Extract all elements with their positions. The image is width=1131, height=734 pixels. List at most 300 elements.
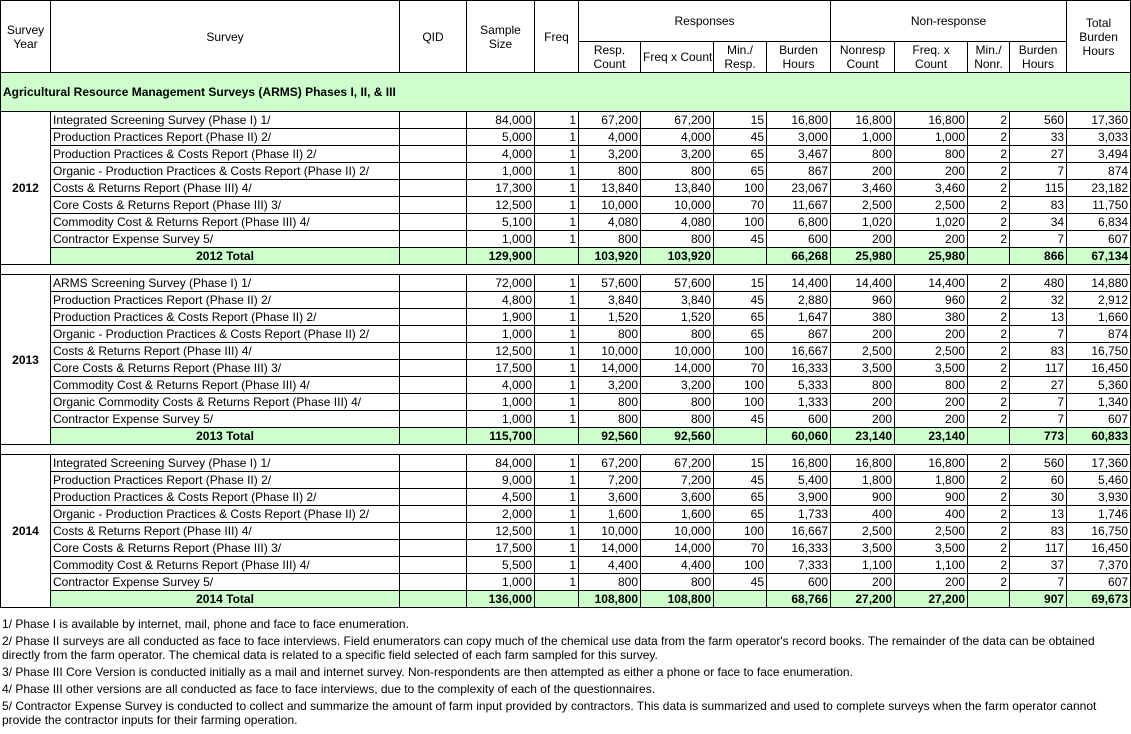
total-nonresp-count: 23,140 xyxy=(831,428,895,445)
table-cell: 45 xyxy=(714,231,767,248)
table-cell: 34 xyxy=(1010,214,1067,231)
table-cell xyxy=(400,377,467,394)
table-cell: 1 xyxy=(535,292,579,309)
footnote: 3/ Phase III Core Version is conducted initially as a mail and internet survey. Non-respondents are then attempted as either a phone or face to face enumeration. xyxy=(2,665,853,679)
table-cell: 27 xyxy=(1010,146,1067,163)
table-cell: 16,333 xyxy=(767,360,831,377)
table-cell: 60 xyxy=(1010,472,1067,489)
table-cell: 2,500 xyxy=(895,523,968,540)
table-cell: 5,400 xyxy=(767,472,831,489)
total-burden-hours: 60,060 xyxy=(767,428,831,445)
table-cell: 14,000 xyxy=(641,540,714,557)
table-cell: 12,500 xyxy=(467,197,535,214)
table-row xyxy=(1,146,1131,163)
table-cell: 7 xyxy=(1010,394,1067,411)
table-cell: 4,000 xyxy=(641,129,714,146)
total-blank-cell xyxy=(400,428,467,445)
table-cell xyxy=(400,472,467,489)
table-cell: 1 xyxy=(535,360,579,377)
table-cell: 2 xyxy=(968,472,1010,489)
group-spacer xyxy=(1,265,1131,275)
table-row xyxy=(1,489,1131,506)
table-cell: 65 xyxy=(714,506,767,523)
table-cell: 10,000 xyxy=(579,523,641,540)
table-cell: 67,200 xyxy=(579,455,641,472)
survey-name: Organic - Production Practices & Costs Report (Phase II) 2/ xyxy=(51,506,400,523)
table-row xyxy=(1,506,1131,523)
table-cell: 200 xyxy=(895,574,968,591)
survey-year: 2013 xyxy=(1,275,51,445)
table-cell: 1 xyxy=(535,523,579,540)
table-cell: 37 xyxy=(1010,557,1067,574)
table-cell: 65 xyxy=(714,163,767,180)
table-cell: 3,500 xyxy=(831,540,895,557)
total-burden: 69,673 xyxy=(1067,591,1131,608)
total-sample: 115,700 xyxy=(467,428,535,445)
table-cell: 800 xyxy=(641,163,714,180)
table-cell: 1,660 xyxy=(1067,309,1131,326)
table-row xyxy=(1,214,1131,231)
spacer-cell xyxy=(1,445,1131,455)
table-cell: 2,500 xyxy=(895,197,968,214)
table-cell xyxy=(400,557,467,574)
table-cell: 32 xyxy=(1010,292,1067,309)
table-cell: 67,200 xyxy=(641,112,714,129)
table-row xyxy=(1,394,1131,411)
table-cell: 200 xyxy=(831,394,895,411)
table-cell: 3,500 xyxy=(895,540,968,557)
table-cell: 2 xyxy=(968,275,1010,292)
table-cell xyxy=(400,180,467,197)
table-cell: 2 xyxy=(968,163,1010,180)
table-cell: 7 xyxy=(1010,411,1067,428)
table-cell xyxy=(400,163,467,180)
footnote: 5/ Contractor Expense Survey is conducted to collect and summarize the amount of farm input provided by contractors. This data is summarized and used to complete surveys when the farm operator cannot provide the contractor inputs for their farming operation. xyxy=(2,699,1097,727)
table-cell: 2,880 xyxy=(767,292,831,309)
table-cell: 1,900 xyxy=(467,309,535,326)
table-cell: 16,450 xyxy=(1067,540,1131,557)
total-freq-x-count-nr: 25,980 xyxy=(895,248,968,265)
table-cell: 200 xyxy=(895,394,968,411)
total-blank-cell xyxy=(714,591,767,608)
table-cell xyxy=(400,411,467,428)
table-cell: 2 xyxy=(968,292,1010,309)
table-row xyxy=(1,326,1131,343)
table-cell: 1,000 xyxy=(467,574,535,591)
table-cell: 1,746 xyxy=(1067,506,1131,523)
total-resp-count: 92,560 xyxy=(579,428,641,445)
header-nonresponse: Non-response xyxy=(831,1,1067,42)
table-cell: 3,200 xyxy=(579,146,641,163)
table-cell: 2 xyxy=(968,574,1010,591)
table-cell xyxy=(400,214,467,231)
table-cell: 1 xyxy=(535,343,579,360)
total-nonresp-count: 25,980 xyxy=(831,248,895,265)
survey-name: Production Practices & Costs Report (Phase II) 2/ xyxy=(51,489,400,506)
table-cell: 16,800 xyxy=(831,455,895,472)
table-cell: 4,000 xyxy=(579,129,641,146)
table-cell: 16,450 xyxy=(1067,360,1131,377)
table-cell: 16,800 xyxy=(831,112,895,129)
total-nonresp-count: 27,200 xyxy=(831,591,895,608)
table-cell: 4,000 xyxy=(467,146,535,163)
table-cell: 1,340 xyxy=(1067,394,1131,411)
table-cell: 84,000 xyxy=(467,455,535,472)
table-cell: 17,360 xyxy=(1067,112,1131,129)
table-cell: 867 xyxy=(767,326,831,343)
table-row xyxy=(1,292,1131,309)
table-cell: 1,000 xyxy=(831,129,895,146)
table-cell: 10,000 xyxy=(579,343,641,360)
table-cell: 3,200 xyxy=(641,377,714,394)
table-row xyxy=(1,129,1131,146)
survey-name: Core Costs & Returns Report (Phase III) 3/ xyxy=(51,197,400,214)
table-cell: 380 xyxy=(831,309,895,326)
table-cell: 17,500 xyxy=(467,360,535,377)
table-row xyxy=(1,540,1131,557)
table-cell: 100 xyxy=(714,180,767,197)
table-cell: 800 xyxy=(831,146,895,163)
table-cell: 16,800 xyxy=(767,112,831,129)
table-cell: 10,000 xyxy=(641,523,714,540)
table-cell: 900 xyxy=(895,489,968,506)
table-cell xyxy=(400,394,467,411)
table-cell: 1 xyxy=(535,472,579,489)
table-row xyxy=(1,112,1131,129)
header-responses: Responses xyxy=(579,1,831,42)
total-resp-count: 103,920 xyxy=(579,248,641,265)
table-cell: 3,500 xyxy=(895,360,968,377)
table-cell: 1 xyxy=(535,540,579,557)
survey-name: Commodity Cost & Returns Report (Phase III) 4/ xyxy=(51,377,400,394)
table-cell: 45 xyxy=(714,411,767,428)
table-cell: 1 xyxy=(535,394,579,411)
table-cell: 3,494 xyxy=(1067,146,1131,163)
table-cell: 16,333 xyxy=(767,540,831,557)
table-cell: 1,600 xyxy=(641,506,714,523)
table-cell: 1,800 xyxy=(895,472,968,489)
table-cell: 874 xyxy=(1067,326,1131,343)
table-cell: 607 xyxy=(1067,574,1131,591)
table-cell xyxy=(400,231,467,248)
table-cell: 83 xyxy=(1010,523,1067,540)
table-cell: 4,080 xyxy=(579,214,641,231)
table-cell: 1 xyxy=(535,326,579,343)
table-cell: 800 xyxy=(579,231,641,248)
table-cell: 65 xyxy=(714,326,767,343)
survey-year: 2014 xyxy=(1,455,51,608)
table-cell: 117 xyxy=(1010,360,1067,377)
table-cell: 1 xyxy=(535,557,579,574)
table-cell: 3,840 xyxy=(579,292,641,309)
table-cell: 1,000 xyxy=(467,326,535,343)
table-cell xyxy=(400,489,467,506)
table-cell: 84,000 xyxy=(467,112,535,129)
table-cell: 5,460 xyxy=(1067,472,1131,489)
table-row xyxy=(1,377,1131,394)
survey-name: Commodity Cost & Returns Report (Phase III) 4/ xyxy=(51,214,400,231)
table-cell: 1 xyxy=(535,146,579,163)
table-cell: 1,520 xyxy=(641,309,714,326)
table-cell: 2 xyxy=(968,197,1010,214)
table-cell: 14,400 xyxy=(831,275,895,292)
table-cell: 5,100 xyxy=(467,214,535,231)
table-cell: 4,500 xyxy=(467,489,535,506)
table-cell: 4,400 xyxy=(579,557,641,574)
table-row xyxy=(1,163,1131,180)
table-cell: 83 xyxy=(1010,343,1067,360)
total-blank-cell xyxy=(968,591,1010,608)
total-burden-hours: 66,268 xyxy=(767,248,831,265)
table-cell xyxy=(400,129,467,146)
section-band-title: Agricultural Resource Management Surveys (ARMS) Phases I, II, & III xyxy=(1,73,1131,112)
table-row xyxy=(1,411,1131,428)
survey-name: Costs & Returns Report (Phase III) 4/ xyxy=(51,180,400,197)
survey-name: Production Practices & Costs Report (Phase II) 2/ xyxy=(51,146,400,163)
total-burden: 67,134 xyxy=(1067,248,1131,265)
header-qid: QID xyxy=(400,1,467,73)
table-cell xyxy=(400,455,467,472)
table-cell: 1,520 xyxy=(579,309,641,326)
table-cell: 900 xyxy=(831,489,895,506)
survey-name: Production Practices Report (Phase II) 2/ xyxy=(51,292,400,309)
table-cell: 4,000 xyxy=(467,377,535,394)
table-cell: 115 xyxy=(1010,180,1067,197)
table-cell xyxy=(400,112,467,129)
table-cell: 607 xyxy=(1067,411,1131,428)
table-cell: 6,800 xyxy=(767,214,831,231)
table-cell: 117 xyxy=(1010,540,1067,557)
table-cell: 380 xyxy=(895,309,968,326)
table-cell: 70 xyxy=(714,360,767,377)
total-freq-x-count-nr: 27,200 xyxy=(895,591,968,608)
table-cell: 100 xyxy=(714,377,767,394)
table-cell: 200 xyxy=(831,231,895,248)
table-cell: 800 xyxy=(579,163,641,180)
table-row xyxy=(1,231,1131,248)
total-burden-hours-nr: 866 xyxy=(1010,248,1067,265)
table-cell: 16,667 xyxy=(767,523,831,540)
table-cell: 100 xyxy=(714,343,767,360)
table-row xyxy=(1,455,1131,472)
table-cell: 4,400 xyxy=(641,557,714,574)
table-cell: 14,880 xyxy=(1067,275,1131,292)
table-cell: 1,020 xyxy=(895,214,968,231)
table-cell: 200 xyxy=(895,163,968,180)
survey-name: Contractor Expense Survey 5/ xyxy=(51,411,400,428)
table-cell: 800 xyxy=(579,394,641,411)
survey-name: Production Practices Report (Phase II) 2/ xyxy=(51,129,400,146)
table-cell xyxy=(400,360,467,377)
total-burden-hours-nr: 773 xyxy=(1010,428,1067,445)
table-cell: 45 xyxy=(714,472,767,489)
table-cell: 800 xyxy=(831,377,895,394)
table-cell: 10,000 xyxy=(579,197,641,214)
table-cell: 1,100 xyxy=(831,557,895,574)
table-cell: 6,834 xyxy=(1067,214,1131,231)
table-cell xyxy=(400,326,467,343)
survey-name: Integrated Screening Survey (Phase I) 1/ xyxy=(51,455,400,472)
table-row xyxy=(1,343,1131,360)
table-cell: 800 xyxy=(641,326,714,343)
table-cell: 7 xyxy=(1010,231,1067,248)
total-burden-hours-nr: 907 xyxy=(1010,591,1067,608)
table-cell: 65 xyxy=(714,146,767,163)
total-freq-x-count: 103,920 xyxy=(641,248,714,265)
table-cell: 100 xyxy=(714,523,767,540)
table-cell: 1 xyxy=(535,129,579,146)
table-cell: 1 xyxy=(535,411,579,428)
table-cell: 960 xyxy=(831,292,895,309)
survey-name: Core Costs & Returns Report (Phase III) 3/ xyxy=(51,360,400,377)
table-cell: 1 xyxy=(535,455,579,472)
survey-name: Contractor Expense Survey 5/ xyxy=(51,574,400,591)
table-cell: 14,000 xyxy=(579,540,641,557)
table-cell: 2 xyxy=(968,309,1010,326)
table-cell xyxy=(400,292,467,309)
table-cell: 27 xyxy=(1010,377,1067,394)
table-cell: 867 xyxy=(767,163,831,180)
survey-name: Integrated Screening Survey (Phase I) 1/ xyxy=(51,112,400,129)
table-cell: 16,750 xyxy=(1067,343,1131,360)
table-cell: 7,200 xyxy=(579,472,641,489)
total-blank-cell xyxy=(714,248,767,265)
footnote: 4/ Phase III other versions are all conducted as face to face interviews, due to the complexity of each of the questionnaires. xyxy=(2,682,656,696)
table-cell: 2 xyxy=(968,129,1010,146)
table-cell: 45 xyxy=(714,574,767,591)
header-total-burden: Total Burden Hours xyxy=(1067,1,1131,73)
survey-name: Contractor Expense Survey 5/ xyxy=(51,231,400,248)
header-freq-x-count: Freq x Count xyxy=(641,42,714,73)
table-cell: 7 xyxy=(1010,163,1067,180)
table-cell: 1 xyxy=(535,275,579,292)
table-cell: 10,000 xyxy=(641,197,714,214)
table-cell: 200 xyxy=(831,163,895,180)
table-cell: 200 xyxy=(831,574,895,591)
table-cell: 14,000 xyxy=(641,360,714,377)
table-cell: 1 xyxy=(535,197,579,214)
table-cell: 400 xyxy=(831,506,895,523)
table-cell: 23,067 xyxy=(767,180,831,197)
table-cell: 5,500 xyxy=(467,557,535,574)
table-cell: 2 xyxy=(968,540,1010,557)
table-cell: 1,000 xyxy=(467,394,535,411)
table-cell: 2 xyxy=(968,506,1010,523)
table-cell: 800 xyxy=(579,326,641,343)
table-cell: 200 xyxy=(895,231,968,248)
table-cell: 2,000 xyxy=(467,506,535,523)
header-freq-x-count-nr: Freq. x Count xyxy=(895,42,968,73)
table-cell: 13 xyxy=(1010,506,1067,523)
table-cell: 2 xyxy=(968,557,1010,574)
total-row xyxy=(1,591,1131,608)
header-sample-size: Sample Size xyxy=(467,1,535,73)
table-cell: 13,840 xyxy=(579,180,641,197)
table-cell: 9,000 xyxy=(467,472,535,489)
table-cell: 15 xyxy=(714,275,767,292)
table-cell: 2 xyxy=(968,489,1010,506)
header-nonresp-count: Nonresp Count xyxy=(831,42,895,73)
table-cell: 70 xyxy=(714,197,767,214)
table-cell: 16,800 xyxy=(767,455,831,472)
table-row xyxy=(1,557,1131,574)
table-cell: 1 xyxy=(535,574,579,591)
total-burden-hours: 68,766 xyxy=(767,591,831,608)
table-row xyxy=(1,523,1131,540)
total-label: 2012 Total xyxy=(51,248,400,265)
survey-name: Organic - Production Practices & Costs Report (Phase II) 2/ xyxy=(51,326,400,343)
table-cell: 3,000 xyxy=(767,129,831,146)
survey-name: ARMS Screening Survey (Phase I) 1/ xyxy=(51,275,400,292)
table-row xyxy=(1,574,1131,591)
table-cell: 1 xyxy=(535,180,579,197)
table-cell: 800 xyxy=(641,231,714,248)
table-cell: 1 xyxy=(535,506,579,523)
total-row xyxy=(1,428,1131,445)
survey-name: Costs & Returns Report (Phase III) 4/ xyxy=(51,343,400,360)
table-cell: 800 xyxy=(641,411,714,428)
table-cell: 560 xyxy=(1010,455,1067,472)
header-freq: Freq xyxy=(535,1,579,73)
table-cell: 560 xyxy=(1010,112,1067,129)
table-cell: 2 xyxy=(968,455,1010,472)
survey-name: Costs & Returns Report (Phase III) 4/ xyxy=(51,523,400,540)
table-cell: 7 xyxy=(1010,574,1067,591)
table-cell: 7 xyxy=(1010,326,1067,343)
table-cell: 45 xyxy=(714,292,767,309)
table-cell: 5,360 xyxy=(1067,377,1131,394)
total-blank-cell xyxy=(968,428,1010,445)
table-cell: 12,500 xyxy=(467,343,535,360)
table-cell: 14,400 xyxy=(895,275,968,292)
total-blank-cell xyxy=(535,428,579,445)
table-cell: 30 xyxy=(1010,489,1067,506)
survey-name: Production Practices & Costs Report (Phase II) 2/ xyxy=(51,309,400,326)
table-cell: 3,930 xyxy=(1067,489,1131,506)
table-cell: 16,800 xyxy=(895,455,968,472)
group-spacer xyxy=(1,445,1131,455)
table-cell: 3,600 xyxy=(641,489,714,506)
table-cell: 100 xyxy=(714,557,767,574)
survey-name: Commodity Cost & Returns Report (Phase III) 4/ xyxy=(51,557,400,574)
table-cell: 1,333 xyxy=(767,394,831,411)
table-cell: 4,080 xyxy=(641,214,714,231)
table-cell: 45 xyxy=(714,129,767,146)
table-cell: 1 xyxy=(535,163,579,180)
table-cell: 10,000 xyxy=(641,343,714,360)
table-cell: 13 xyxy=(1010,309,1067,326)
table-cell: 3,840 xyxy=(641,292,714,309)
table-cell: 800 xyxy=(641,394,714,411)
table-row xyxy=(1,309,1131,326)
table-cell: 600 xyxy=(767,574,831,591)
table-cell: 200 xyxy=(831,411,895,428)
survey-name: Organic Commodity Costs & Returns Report (Phase III) 4/ xyxy=(51,394,400,411)
table-cell: 1,733 xyxy=(767,506,831,523)
total-blank-cell xyxy=(968,248,1010,265)
table-cell: 1 xyxy=(535,112,579,129)
table-cell: 1,000 xyxy=(467,163,535,180)
total-freq-x-count-nr: 23,140 xyxy=(895,428,968,445)
table-cell: 2,500 xyxy=(831,343,895,360)
footnotes xyxy=(2,617,1107,730)
total-blank-cell xyxy=(535,248,579,265)
table-cell: 2,912 xyxy=(1067,292,1131,309)
table-cell: 200 xyxy=(895,411,968,428)
table-cell: 800 xyxy=(579,411,641,428)
table-cell xyxy=(400,574,467,591)
header-survey-year: Survey Year xyxy=(1,1,51,73)
